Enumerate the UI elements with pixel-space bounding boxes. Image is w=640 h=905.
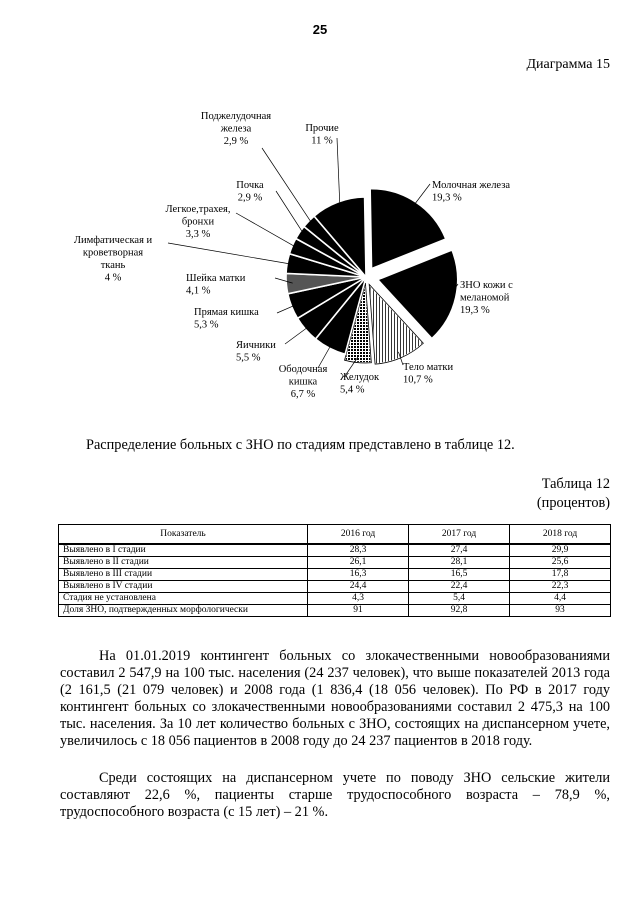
row-label: Выявлено в II стадии [59, 557, 308, 569]
pie-slice-label [340, 372, 380, 396]
pie-slice-label-line: 19,3 % [432, 192, 462, 204]
cell-2017: 5,4 [409, 593, 510, 605]
cell-2016: 4,3 [308, 593, 409, 605]
pie-slice-label-line: 6,7 % [290, 389, 316, 400]
header-2017: 2017 год [409, 525, 510, 545]
cell-2016: 26,1 [308, 557, 409, 569]
row-label: Выявлено в IV стадии [59, 581, 308, 593]
table-row [59, 544, 611, 557]
paragraph-contingent: На 01.01.2019 контингент больных со злокачественными новообразованиями составил 2 547,9 на 100 тыс. населения (24 237 человек), что выше показателей 2013 года (2 161,5 (21 079 человек) и 2008 года (1 836,4 (18 056 человек). По РФ в 2017 году контингент больных со злокачественными новообразованиями составил 2 475,3 на 100 тыс. населения. За 10 лет количество больных с ЗНО, состоящих на диспансерном учете, увеличилось с 18 056 пациентов в 2008 году до 24 237 пациентов в 2018 году. [60, 648, 610, 749]
pie-slice-label-line: 10,7 % [403, 374, 433, 386]
cell-2016: 16,3 [308, 569, 409, 581]
pie-slice-label-line: Ободочная [278, 364, 328, 375]
pie-slice-label-line: Легкое,трахея, [165, 204, 231, 215]
pie-slice-label [186, 273, 246, 297]
pie-slice-label-line: меланомой [460, 292, 510, 304]
row-label: Стадия не установлена [59, 593, 308, 605]
pie-leader-line [168, 243, 293, 265]
pie-slice-label-line: Молочная железа [432, 180, 511, 191]
pie-slice-label-line: ЗНО кожи с [460, 280, 513, 291]
pie-slice-label-line: Желудок [340, 372, 380, 383]
pie-slice-label [236, 180, 264, 204]
pie-slice-label-line: ткань [100, 260, 126, 271]
table-row [59, 557, 611, 569]
pie-slice-label-line: Поджелудочная [200, 111, 272, 122]
header-2016: 2016 год [308, 525, 409, 545]
cell-2016: 91 [308, 605, 409, 617]
pie-leader-line [412, 184, 430, 207]
pie-slice-label-line: 19,3 % [460, 305, 490, 316]
header-indicator: Показатель [59, 525, 308, 545]
page-number: 25 [312, 22, 328, 37]
pie-slice-label [74, 235, 153, 284]
pie-slice-label [305, 123, 339, 147]
table-row [59, 569, 611, 581]
diagram-label: Диаграмма 15 [526, 57, 610, 72]
paragraph-rural: Среди состоящих на диспансерном учете по поводу ЗНО сельские жители составляют 22,6 %, пациенты старше трудоспособного возраста – 78,9 %, трудоспособного возраста (с 15 лет) – 21 %. [60, 770, 610, 820]
pie-slice-label [166, 204, 231, 240]
cell-2017: 92,8 [409, 605, 510, 617]
pie-slice-label-line: 5,4 % [340, 384, 365, 396]
pie-slice-label-line: 4,1 % [186, 285, 211, 297]
table-header-row [59, 525, 611, 545]
row-label: Доля ЗНО, подтвержденных морфологически [59, 605, 308, 617]
pie-slice-label-line: Тело матки [403, 362, 454, 373]
cell-2017: 22,4 [409, 581, 510, 593]
table-title [537, 475, 610, 513]
pie-leader-line [285, 325, 310, 344]
table-row [59, 605, 611, 617]
cell-2017: 16,5 [409, 569, 510, 581]
cell-2018: 25,6 [510, 557, 611, 569]
table-title-number: Таблица 12 [541, 476, 610, 492]
pie-slice-label-line: Яичники [236, 340, 276, 351]
stages-table [58, 524, 611, 617]
cell-2018: 4,4 [510, 593, 611, 605]
cell-2016: 24,4 [308, 581, 409, 593]
pie-leader-line [262, 148, 313, 226]
row-label: Выявлено в I стадии [59, 544, 308, 557]
cell-2017: 27,4 [409, 544, 510, 557]
pie-chart [0, 85, 640, 415]
pie-slice-label-line: кишка [288, 376, 318, 388]
pie-leader-line [337, 138, 340, 208]
pie-slice-label-line: Прямая кишка [194, 307, 259, 318]
pie-slice-label-line: Лимфатическая и [73, 235, 153, 246]
pie-slice-label-line: 5,3 % [194, 319, 219, 331]
cell-2018: 29,9 [510, 544, 611, 557]
pie-slice-label-line: Почка [236, 180, 264, 191]
pie-slice-label [279, 364, 328, 400]
pie-slice-label [460, 280, 513, 316]
pie-slice-label [236, 340, 276, 364]
cell-2018: 22,3 [510, 581, 611, 593]
cell-2017: 28,1 [409, 557, 510, 569]
cell-2018: 17,8 [510, 569, 611, 581]
pie-slice-label [201, 111, 271, 147]
pie-slice-label-line: 2,9 % [237, 192, 263, 204]
row-label: Выявлено в III стадии [59, 569, 308, 581]
header-2018: 2018 год [510, 525, 611, 545]
table-row [59, 593, 611, 605]
table-title-unit: (процентов) [536, 495, 610, 511]
pie-slice-label-line: 3,3 % [185, 229, 211, 240]
pie-slice-label-line: 5,5 % [236, 352, 261, 364]
pie-leader-line [236, 213, 298, 248]
pie-slice-label [194, 307, 259, 331]
pie-slice-label-line: 4 % [104, 272, 122, 284]
pie-slice-label-line: кроветворная [82, 247, 144, 259]
cell-2016: 28,3 [308, 544, 409, 557]
pie-slice-label-line: 2,9 % [223, 136, 249, 147]
table-row [59, 581, 611, 593]
pie-slice-label-line: Прочие [305, 123, 339, 134]
pie-slice-label [432, 180, 510, 204]
pie-slice-label-line: бронхи [181, 216, 215, 228]
pie-slice-label-line: Шейка матки [186, 273, 246, 284]
pie-slice-label [403, 362, 453, 386]
intro-text: Распределение больных с ЗНО по стадиям представлено в таблице 12. [86, 437, 515, 453]
pie-slice-label-line: 11 % [311, 135, 333, 147]
cell-2018: 93 [510, 605, 611, 617]
pie-leader-line [276, 191, 305, 236]
pie-slice-label-line: железа [220, 123, 252, 135]
